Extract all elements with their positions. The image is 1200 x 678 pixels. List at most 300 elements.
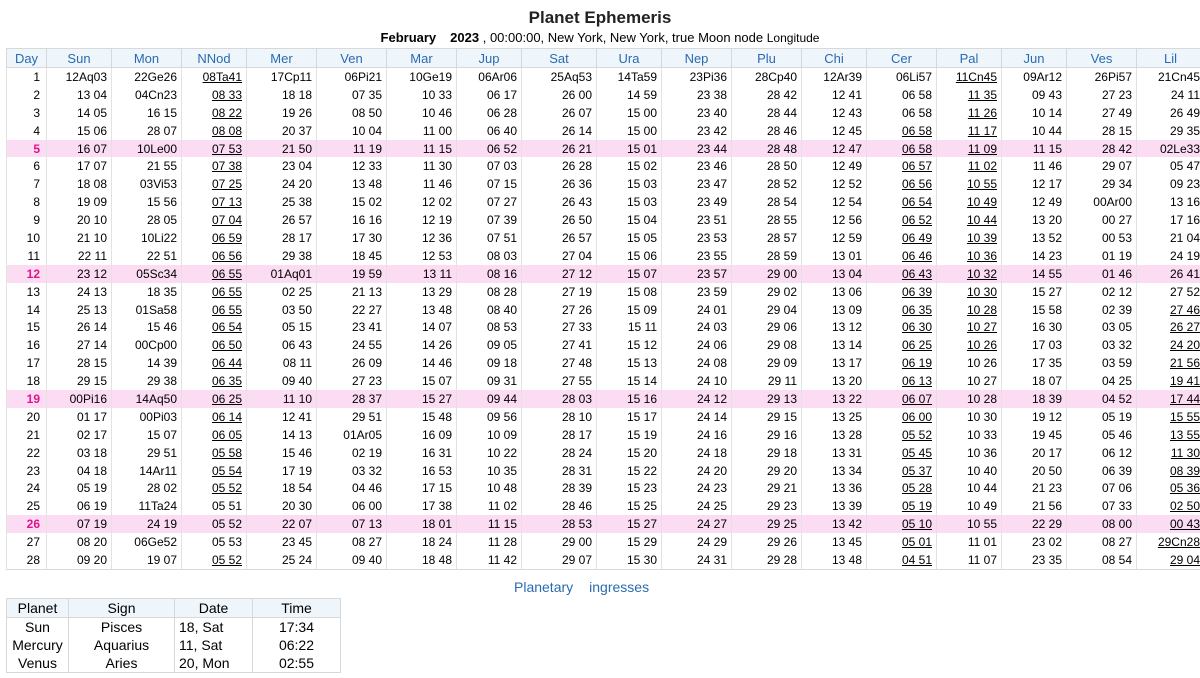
cell-nep: 24 08 — [662, 354, 732, 372]
cell-chi: 12 47 — [802, 140, 867, 158]
cell-mon: 01Sa58 — [112, 301, 182, 319]
cell-nnod — [182, 68, 247, 86]
cell-ura: 15 03 — [597, 193, 662, 211]
cell-nnod — [182, 336, 247, 354]
cell-mar: 11 46 — [387, 175, 457, 193]
cell-plu: 28 52 — [732, 175, 802, 193]
cell-jun: 21 56 — [1002, 497, 1067, 515]
underlined-value: 05 58 — [211, 445, 242, 460]
cell-jup: 09 18 — [457, 354, 522, 372]
cell-jup: 08 16 — [457, 265, 522, 283]
cell-ura: 15 23 — [597, 479, 662, 497]
table-row — [7, 426, 1200, 444]
cell-nnod — [182, 390, 247, 408]
cell-sat: 26 36 — [522, 175, 597, 193]
cell-nnod — [182, 229, 247, 247]
underlined-value: 06 35 — [901, 302, 932, 317]
cell-mer: 28 17 — [247, 229, 317, 247]
cell-pal — [937, 122, 1002, 140]
cell-sun: 13 04 — [47, 86, 112, 104]
cell-jup: 07 39 — [457, 211, 522, 229]
cell-jup: 11 15 — [457, 515, 522, 533]
column-header-plu: Plu — [732, 49, 802, 68]
ingress-cell-planet: Venus — [7, 654, 69, 673]
cell-jup: 06 28 — [457, 104, 522, 122]
underlined-value: 07 04 — [211, 213, 242, 228]
ingress-row — [7, 618, 341, 637]
day-cell: 27 — [7, 533, 47, 551]
cell-mer: 06 43 — [247, 336, 317, 354]
cell-jup: 08 28 — [457, 283, 522, 301]
underlined-value: 06 14 — [211, 409, 242, 424]
cell-mar: 18 48 — [387, 551, 457, 569]
cell-sun: 06 19 — [47, 497, 112, 515]
underlined-value: 06 50 — [211, 338, 242, 353]
cell-ven: 19 59 — [317, 265, 387, 283]
cell-nep: 24 16 — [662, 426, 732, 444]
table-row — [7, 175, 1200, 193]
cell-ves: 08 54 — [1067, 551, 1137, 569]
cell-nnod — [182, 354, 247, 372]
cell-jup: 11 02 — [457, 497, 522, 515]
column-header-mar: Mar — [387, 49, 457, 68]
cell-mon: 16 15 — [112, 104, 182, 122]
cell-pal — [937, 229, 1002, 247]
cell-ura: 15 05 — [597, 229, 662, 247]
cell-plu: 29 26 — [732, 533, 802, 551]
cell-chi: 12 41 — [802, 86, 867, 104]
underlined-value: 10 28 — [966, 302, 997, 317]
underlined-value: 10 49 — [966, 195, 997, 210]
cell-plu: 28 46 — [732, 122, 802, 140]
cell-cer — [867, 390, 937, 408]
cell-ves: 26Pi57 — [1067, 68, 1137, 86]
cell-mar: 14 07 — [387, 318, 457, 336]
column-header-day: Day — [7, 49, 47, 68]
cell-cer — [867, 426, 937, 444]
cell-ura: 15 30 — [597, 551, 662, 569]
cell-nep: 23 46 — [662, 157, 732, 175]
cell-pal — [937, 265, 1002, 283]
cell-mer: 23 04 — [247, 157, 317, 175]
cell-ves: 05 46 — [1067, 426, 1137, 444]
table-row — [7, 533, 1200, 551]
cell-cer — [867, 444, 937, 462]
underlined-value: 10 30 — [966, 284, 997, 299]
cell-mon: 29 38 — [112, 372, 182, 390]
cell-pal: 10 36 — [937, 444, 1002, 462]
cell-jun: 14 23 — [1002, 247, 1067, 265]
column-header-chi: Chi — [802, 49, 867, 68]
table-row — [7, 283, 1200, 301]
table-row — [7, 265, 1200, 283]
underlined-value: 06 55 — [211, 266, 242, 281]
ingress-cell-date: 18, Sat — [175, 618, 253, 637]
cell-sat: 29 00 — [522, 533, 597, 551]
cell-plu: 29 25 — [732, 515, 802, 533]
underlined-value: 06 57 — [901, 159, 932, 174]
cell-ven: 02 19 — [317, 444, 387, 462]
cell-jup: 07 03 — [457, 157, 522, 175]
cell-chi: 12 52 — [802, 175, 867, 193]
cell-plu: 28 55 — [732, 211, 802, 229]
cell-mar: 11 15 — [387, 140, 457, 158]
cell-nep: 23 42 — [662, 122, 732, 140]
cell-jun: 10 14 — [1002, 104, 1067, 122]
day-cell: 17 — [7, 354, 47, 372]
underlined-value: 26 27 — [1169, 320, 1200, 335]
cell-lil — [1137, 515, 1200, 533]
underlined-value: 06 49 — [901, 230, 932, 245]
cell-ven: 27 23 — [317, 372, 387, 390]
cell-cer — [867, 122, 937, 140]
cell-ven: 08 50 — [317, 104, 387, 122]
cell-nnod — [182, 551, 247, 569]
cell-ven: 28 37 — [317, 390, 387, 408]
cell-nep: 24 25 — [662, 497, 732, 515]
subtitle-month: February — [380, 30, 437, 45]
cell-nep: 24 01 — [662, 301, 732, 319]
cell-mer: 23 45 — [247, 533, 317, 551]
cell-chi: 13 48 — [802, 551, 867, 569]
underlined-value: 05 10 — [901, 517, 932, 532]
underlined-value: 05 28 — [901, 481, 932, 496]
cell-ven: 23 41 — [317, 318, 387, 336]
cell-sun: 29 15 — [47, 372, 112, 390]
underlined-value: 08 22 — [211, 105, 242, 120]
cell-lil: 24 19 — [1137, 247, 1200, 265]
cell-sun: 27 14 — [47, 336, 112, 354]
cell-pal: 11 07 — [937, 551, 1002, 569]
table-row — [7, 551, 1200, 569]
cell-mer: 11 10 — [247, 390, 317, 408]
table-row — [7, 247, 1200, 265]
cell-pal — [937, 301, 1002, 319]
cell-jun: 17 35 — [1002, 354, 1067, 372]
cell-pal — [937, 68, 1002, 86]
underlined-value: 10 39 — [966, 230, 997, 245]
cell-cer — [867, 533, 937, 551]
cell-mar: 15 07 — [387, 372, 457, 390]
cell-nnod — [182, 426, 247, 444]
cell-jun: 18 07 — [1002, 372, 1067, 390]
cell-jun: 12 49 — [1002, 193, 1067, 211]
underlined-value: 04 51 — [901, 552, 932, 567]
cell-chi: 13 22 — [802, 390, 867, 408]
cell-ven: 06Pi21 — [317, 68, 387, 86]
ingress-row — [7, 654, 341, 673]
cell-sat: 28 03 — [522, 390, 597, 408]
cell-nnod — [182, 140, 247, 158]
cell-mer: 21 50 — [247, 140, 317, 158]
cell-ves: 00 27 — [1067, 211, 1137, 229]
cell-pal — [937, 175, 1002, 193]
cell-nnod — [182, 444, 247, 462]
cell-ves: 03 59 — [1067, 354, 1137, 372]
cell-mer: 12 41 — [247, 408, 317, 426]
column-header-nnod: NNod — [182, 49, 247, 68]
cell-mer: 18 54 — [247, 479, 317, 497]
cell-ura: 15 16 — [597, 390, 662, 408]
cell-ves: 03 05 — [1067, 318, 1137, 336]
cell-mar: 12 02 — [387, 193, 457, 211]
cell-lil — [1137, 408, 1200, 426]
cell-cer — [867, 336, 937, 354]
underlined-value: 06 59 — [211, 230, 242, 245]
cell-ura: 14 59 — [597, 86, 662, 104]
cell-jup: 07 27 — [457, 193, 522, 211]
cell-nnod — [182, 122, 247, 140]
cell-ves: 04 25 — [1067, 372, 1137, 390]
cell-nnod — [182, 318, 247, 336]
day-cell: 7 — [7, 175, 47, 193]
cell-pal — [937, 86, 1002, 104]
cell-nep: 23 38 — [662, 86, 732, 104]
cell-sat: 25Aq53 — [522, 68, 597, 86]
ingress-row — [7, 636, 341, 654]
cell-ura: 15 02 — [597, 157, 662, 175]
cell-nep: 23 44 — [662, 140, 732, 158]
cell-nnod: 05 51 — [182, 497, 247, 515]
cell-lil — [1137, 372, 1200, 390]
underlined-value: 06 19 — [901, 356, 932, 371]
cell-mer: 22 07 — [247, 515, 317, 533]
underlined-value: 00 43 — [1169, 517, 1200, 532]
cell-nep: 23 57 — [662, 265, 732, 283]
cell-nep: 23 55 — [662, 247, 732, 265]
underlined-value: 06 55 — [211, 284, 242, 299]
cell-pal — [937, 336, 1002, 354]
cell-plu: 29 15 — [732, 408, 802, 426]
cell-sat: 27 04 — [522, 247, 597, 265]
ingress-cell-sign: Pisces — [69, 618, 175, 637]
cell-jun: 20 17 — [1002, 444, 1067, 462]
cell-nep: 24 03 — [662, 318, 732, 336]
ingress-title — [514, 579, 649, 595]
cell-ura: 15 04 — [597, 211, 662, 229]
cell-pal — [937, 283, 1002, 301]
underlined-value: 10 44 — [966, 213, 997, 228]
cell-jup: 10 22 — [457, 444, 522, 462]
cell-cer — [867, 462, 937, 480]
cell-jup: 06 52 — [457, 140, 522, 158]
table-row — [7, 86, 1200, 104]
table-row — [7, 462, 1200, 480]
underlined-value: 06 54 — [211, 320, 242, 335]
cell-sat: 28 24 — [522, 444, 597, 462]
underlined-value: 08Ta41 — [202, 69, 242, 84]
day-cell: 25 — [7, 497, 47, 515]
cell-mar: 16 53 — [387, 462, 457, 480]
underlined-value: 11 17 — [967, 123, 997, 138]
cell-sun: 03 18 — [47, 444, 112, 462]
cell-ven: 17 30 — [317, 229, 387, 247]
cell-sun: 07 19 — [47, 515, 112, 533]
cell-mon: 03Vi53 — [112, 175, 182, 193]
cell-chi: 13 34 — [802, 462, 867, 480]
cell-mon: 21 55 — [112, 157, 182, 175]
cell-mar: 13 11 — [387, 265, 457, 283]
underlined-value: 06 30 — [901, 320, 932, 335]
cell-nnod — [182, 408, 247, 426]
cell-sun: 17 07 — [47, 157, 112, 175]
cell-mer: 29 38 — [247, 247, 317, 265]
cell-nnod — [182, 157, 247, 175]
cell-sat: 28 39 — [522, 479, 597, 497]
cell-nnod — [182, 479, 247, 497]
cell-plu: 28 57 — [732, 229, 802, 247]
underlined-value: 15 55 — [1169, 409, 1200, 424]
cell-chi: 13 45 — [802, 533, 867, 551]
underlined-value: 08 08 — [211, 123, 242, 138]
cell-mer: 02 25 — [247, 283, 317, 301]
cell-mar: 11 00 — [387, 122, 457, 140]
underlined-value: 05 01 — [901, 535, 932, 550]
cell-nep: 23 53 — [662, 229, 732, 247]
column-header-ven: Ven — [317, 49, 387, 68]
cell-mon: 10Le00 — [112, 140, 182, 158]
cell-mon: 19 07 — [112, 551, 182, 569]
underlined-value: 05 36 — [1169, 481, 1200, 496]
cell-jup: 06 17 — [457, 86, 522, 104]
underlined-value: 06 46 — [901, 248, 932, 263]
ingress-header-row — [7, 599, 341, 618]
underlined-value: 08 33 — [211, 87, 242, 102]
cell-ura: 15 19 — [597, 426, 662, 444]
cell-nep: 23 49 — [662, 193, 732, 211]
cell-mar: 11 30 — [387, 157, 457, 175]
cell-jun: 13 52 — [1002, 229, 1067, 247]
cell-plu: 29 16 — [732, 426, 802, 444]
cell-mon: 10Li22 — [112, 229, 182, 247]
cell-chi: 12 56 — [802, 211, 867, 229]
cell-plu: 28Cp40 — [732, 68, 802, 86]
underlined-value: 24 20 — [1169, 338, 1200, 353]
day-cell: 19 — [7, 390, 47, 408]
cell-plu: 29 09 — [732, 354, 802, 372]
cell-mar: 14 46 — [387, 354, 457, 372]
cell-ves: 03 32 — [1067, 336, 1137, 354]
cell-plu: 28 59 — [732, 247, 802, 265]
cell-ves: 08 27 — [1067, 533, 1137, 551]
underlined-value: 10 36 — [966, 248, 997, 263]
cell-pal — [937, 211, 1002, 229]
cell-pal: 10 27 — [937, 372, 1002, 390]
cell-nep: 23 51 — [662, 211, 732, 229]
cell-lil — [1137, 479, 1200, 497]
cell-mar: 17 15 — [387, 479, 457, 497]
cell-mon: 22Ge26 — [112, 68, 182, 86]
cell-sun: 22 11 — [47, 247, 112, 265]
underlined-value: 10 55 — [966, 177, 997, 192]
column-header-ura: Ura — [597, 49, 662, 68]
cell-mon: 18 35 — [112, 283, 182, 301]
table-row — [7, 390, 1200, 408]
underlined-value: 19 41 — [1169, 374, 1200, 389]
cell-pal: 10 40 — [937, 462, 1002, 480]
table-row — [7, 193, 1200, 211]
cell-ves: 01 46 — [1067, 265, 1137, 283]
cell-nep: 23 47 — [662, 175, 732, 193]
cell-sun: 01 17 — [47, 408, 112, 426]
cell-nnod — [182, 211, 247, 229]
cell-lil — [1137, 551, 1200, 569]
cell-ura: 15 01 — [597, 140, 662, 158]
cell-sun: 24 13 — [47, 283, 112, 301]
cell-mer: 15 46 — [247, 444, 317, 462]
cell-sat: 28 31 — [522, 462, 597, 480]
cell-mon: 15 46 — [112, 318, 182, 336]
cell-jun: 09 43 — [1002, 86, 1067, 104]
ingress-header-time: Time — [253, 599, 341, 618]
cell-sat: 26 00 — [522, 86, 597, 104]
cell-lil: 13 16 — [1137, 193, 1200, 211]
cell-mar: 16 31 — [387, 444, 457, 462]
cell-ves: 02 39 — [1067, 301, 1137, 319]
cell-sat: 26 50 — [522, 211, 597, 229]
ingress-cell-planet: Mercury — [7, 636, 69, 654]
cell-pal: 10 55 — [937, 515, 1002, 533]
cell-sat: 27 41 — [522, 336, 597, 354]
cell-mon: 00Pi03 — [112, 408, 182, 426]
cell-sun: 26 14 — [47, 318, 112, 336]
ingress-cell-time: 02:55 — [253, 654, 341, 673]
table-row — [7, 122, 1200, 140]
ingress-title-2: ingresses — [589, 579, 650, 595]
cell-plu: 28 48 — [732, 140, 802, 158]
ingress-header-planet: Planet — [7, 599, 69, 618]
underlined-value: 06 13 — [901, 374, 932, 389]
cell-chi: 13 36 — [802, 479, 867, 497]
cell-cer — [867, 354, 937, 372]
table-row — [7, 408, 1200, 426]
cell-ura: 15 00 — [597, 104, 662, 122]
underlined-value: 17 44 — [1169, 391, 1200, 406]
cell-ura: 15 27 — [597, 515, 662, 533]
cell-ven: 07 35 — [317, 86, 387, 104]
cell-ura: 15 12 — [597, 336, 662, 354]
underlined-value: 06 56 — [901, 177, 932, 192]
cell-plu: 29 23 — [732, 497, 802, 515]
cell-mar: 12 19 — [387, 211, 457, 229]
cell-mon: 14Ar11 — [112, 462, 182, 480]
cell-mer: 18 18 — [247, 86, 317, 104]
underlined-value: 05 52 — [211, 481, 242, 496]
cell-plu: 29 11 — [732, 372, 802, 390]
table-row — [7, 372, 1200, 390]
cell-nep: 23 59 — [662, 283, 732, 301]
day-cell: 11 — [7, 247, 47, 265]
cell-mon: 04Cn23 — [112, 86, 182, 104]
cell-ura: 15 09 — [597, 301, 662, 319]
cell-plu: 28 54 — [732, 193, 802, 211]
cell-mar: 17 38 — [387, 497, 457, 515]
underlined-value: 06 43 — [901, 266, 932, 281]
cell-mar: 13 48 — [387, 301, 457, 319]
cell-nnod — [182, 372, 247, 390]
cell-ura: 15 25 — [597, 497, 662, 515]
cell-jup: 07 51 — [457, 229, 522, 247]
page-title: Planet Ephemeris — [528, 8, 672, 27]
day-cell: 20 — [7, 408, 47, 426]
cell-lil: 02Le33 — [1137, 140, 1200, 158]
underlined-value: 06 25 — [211, 391, 242, 406]
cell-jup: 09 44 — [457, 390, 522, 408]
cell-jup: 06 40 — [457, 122, 522, 140]
cell-sun: 04 18 — [47, 462, 112, 480]
subtitle-mode: Longitude — [766, 31, 820, 45]
table-row — [7, 515, 1200, 533]
